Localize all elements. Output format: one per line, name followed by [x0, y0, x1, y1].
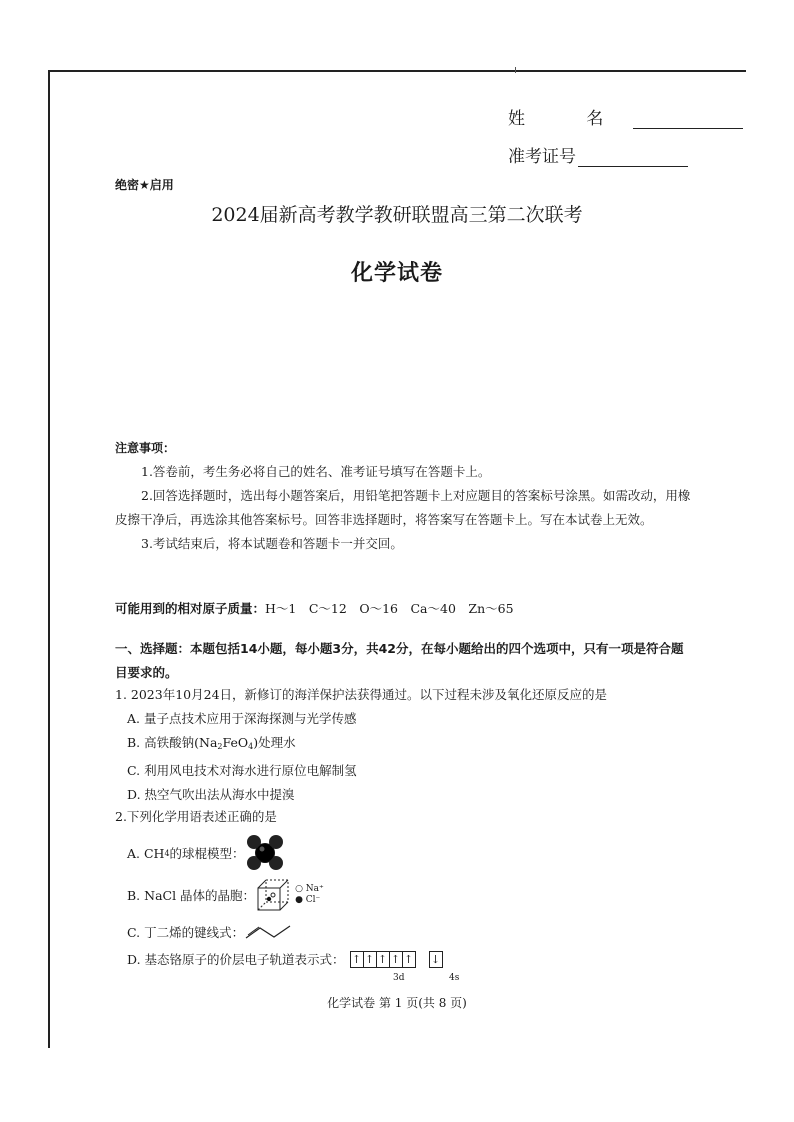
q2-option-a-text: A. CH	[127, 845, 165, 861]
subscript: 2	[217, 742, 223, 751]
exam-id-label: 准考证号	[508, 147, 576, 167]
atomic-masses	[115, 597, 695, 621]
orbital-box: ↑	[363, 951, 377, 968]
nacl-unit-cell-figure	[255, 878, 291, 912]
subject-title: 化学试卷	[350, 261, 443, 286]
unit-cell-legend	[295, 884, 324, 906]
legend-cl-label: Cl⁻	[305, 895, 321, 905]
q1-option-b-text: )处理水	[253, 735, 296, 750]
q1-option-a: A. 量子点技术应用于深海探测与光学传感	[127, 711, 357, 726]
legend-cl: ● Cl⁻	[295, 895, 321, 905]
exam-id-blank[interactable]	[578, 150, 688, 167]
exam-id-field	[508, 142, 688, 167]
notice-list	[115, 460, 695, 556]
question-1-stem: 1. 2023年10月24日，新修订的海洋保护法获得通过。以下过程未涉及氧化还原反应的是	[115, 687, 608, 702]
q1-option-d: D. 热空气吹出法从海水中提溴	[127, 787, 295, 802]
orbital-box: ↑	[402, 951, 416, 968]
legend-na: ○ Na⁺	[295, 884, 324, 894]
q2-option-a-text: 的球棍模型：	[169, 846, 245, 861]
binding-tick	[515, 67, 516, 73]
q1-option-b-text: FeO	[222, 735, 249, 750]
q1-option-c: C. 利用风电技术对海水进行原位电解制氢	[127, 763, 357, 778]
methane-ball-model-figure	[245, 834, 285, 872]
orbital-box: ↑	[376, 951, 390, 968]
question-1	[115, 683, 695, 807]
subscript: 4	[248, 742, 254, 751]
notice-item: 1.答卷前，考生务必将自己的姓名、准考证号填写在答题卡上。	[141, 464, 491, 479]
page-frame-top	[48, 70, 746, 72]
q2-option-c	[127, 923, 294, 941]
atomic-masses-values: H～1 C～12 O～16 Ca～40 Zn～65	[265, 601, 514, 616]
orbital-box: ↑	[350, 951, 364, 968]
exam-title: 2024届新高考教学教研联盟高三第二次联考	[211, 204, 583, 226]
q2-option-c-text: C. 丁二烯的键线式：	[127, 925, 245, 940]
confidential-label: 绝密★启用	[115, 178, 174, 192]
page-footer: 化学试卷 第 1 页(共 8 页)	[327, 996, 467, 1010]
orbital-3d	[351, 951, 416, 968]
name-field	[508, 104, 743, 129]
q2-option-d	[127, 950, 443, 968]
orbital-box: ↓	[429, 951, 443, 968]
name-blank[interactable]	[633, 112, 743, 129]
section-heading: 一、选择题：本题包括14小题，每小题3分，共42分，在每小题给出的四个选项中，只有一项是符合题目要求的。	[115, 641, 684, 680]
q2-option-d-text: D. 基态铬原子的价层电子轨道表示式：	[127, 952, 345, 967]
q1-option-b-text: B. 高铁酸钠(Na	[127, 735, 218, 750]
notice-item: 2.回答选择题时，选出每小题答案后，用铅笔把答题卡上对应题目的答案标号涂黑。如需改动，用橡皮擦干净后，再选涂其他答案标号。回答非选择题时，将答案写在答题卡上。写在本试卷上无效。	[115, 488, 691, 527]
butadiene-skeletal-figure	[244, 923, 294, 941]
legend-na-label: Na⁺	[305, 884, 324, 894]
q2-option-b-text: B. NaCl 晶体的晶胞：	[127, 888, 256, 903]
orbital-box: ↑	[389, 951, 403, 968]
orbital-4s	[430, 951, 443, 968]
notice-heading: 注意事项：	[115, 441, 176, 455]
atomic-masses-label: 可能用到的相对原子质量：	[115, 601, 266, 616]
subscript: 4	[164, 848, 170, 858]
name-label: 姓 名	[508, 109, 632, 129]
orbital-4s-label: 4s	[449, 973, 460, 983]
question-2	[115, 805, 695, 829]
q2-option-b	[127, 878, 324, 912]
notice-item: 3.考试结束后，将本试题卷和答题卡一并交回。	[141, 536, 403, 551]
orbital-3d-label: 3d	[393, 973, 405, 983]
q1-option-b	[115, 731, 695, 759]
question-2-stem: 2.下列化学用语表述正确的是	[115, 809, 277, 824]
q2-option-a	[127, 834, 285, 872]
